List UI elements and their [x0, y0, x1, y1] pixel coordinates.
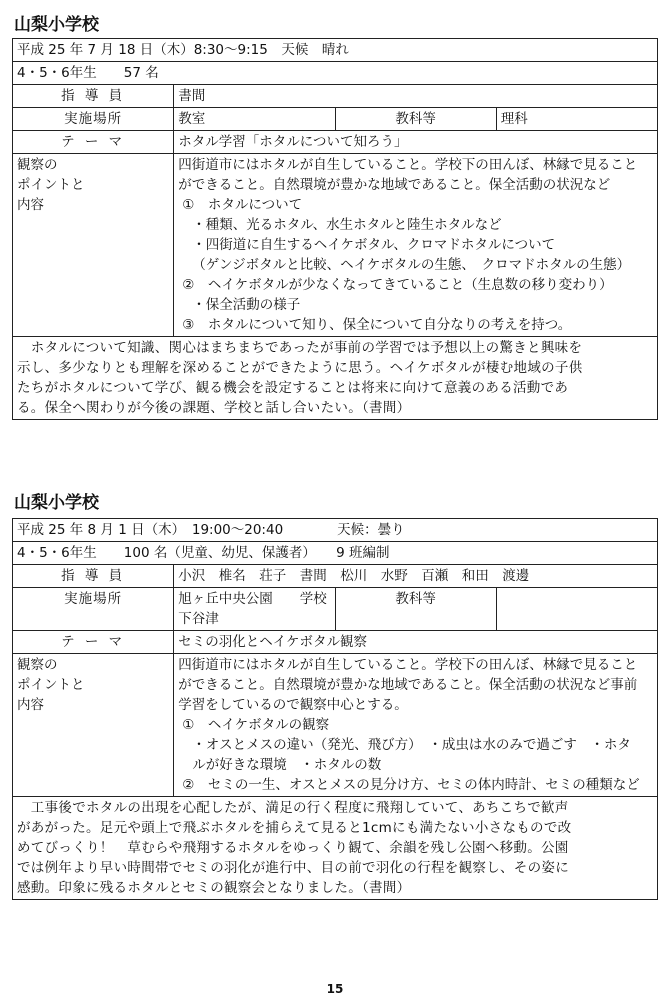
subject-value: 理科	[496, 108, 657, 131]
comment-block	[13, 797, 658, 900]
school-heading-1: 山梨小学校	[14, 15, 99, 35]
points-label: 観察の ポイントと 内容	[13, 654, 174, 797]
points-line: ・保全活動の様子	[192, 297, 301, 313]
points-line: 学習をしているので観察中心とする。	[178, 697, 408, 713]
instructor-label: 指 導 員	[13, 85, 174, 108]
grade-count: 4・5・6年生 100 名（児童、幼児、保護者） 9 班編制	[13, 542, 658, 565]
date-weather: 平成 25 年 8 月 1 日（木） 19:00～20:40 天候：曇り	[13, 519, 658, 542]
place-value: 教室	[174, 108, 335, 131]
comment-line: ホタルについて知識、関心はまちまちであったが事前の学習では予想以上の驚きと興味を	[17, 340, 583, 356]
subject-label: 教科等	[335, 588, 496, 631]
theme-value: セミの羽化とヘイケボタル観察	[174, 631, 658, 654]
points-line: 四街道市にはホタルが自生していること。学校下の田んぼ、林縁で見ること	[178, 657, 638, 673]
points-line: ② セミの一生、オスとメスの見分け方、セミの体内時計、セミの種類など	[182, 777, 640, 793]
points-content	[174, 654, 658, 797]
place-label: 実施場所	[13, 108, 174, 131]
comment-line: があがった。足元や頭上で飛ぶホタルを捕らえて見ると1cmにも満たない小さなもので改	[17, 820, 572, 836]
points-line: ① ホタルについて	[182, 197, 303, 213]
instructor-names: 書間	[174, 85, 658, 108]
report-table-1	[12, 38, 658, 420]
points-line: ・四街道に自生するヘイケボタル、クロマドホタルについて	[192, 237, 556, 253]
theme-value: ホタル学習「ホタルについて知ろう」	[174, 131, 658, 154]
date-weather: 平成 25 年 7 月 18 日（木）8:30～9:15 天候 晴れ	[13, 39, 658, 62]
points-line: ルが好きな環境 ・ホタルの数	[192, 757, 382, 773]
subject-value	[496, 588, 657, 631]
subject-label: 教科等	[335, 108, 496, 131]
points-line: 四街道市にはホタルが自生していること。学校下の田んぼ、林縁で見ること	[178, 157, 638, 173]
theme-label: テ ー マ	[13, 131, 174, 154]
points-label: 観察の ポイントと 内容	[13, 154, 174, 337]
points-line: ・種類、光るホタル、水生ホタルと陸生ホタルなど	[192, 217, 502, 233]
comment-line: では例年より早い時間帯でセミの羽化が進行中、目の前で羽化の行程を観察し、その姿に	[17, 860, 569, 876]
comment-line: めてびっくり！ 草むらや飛翔するホタルをゆっくり観て、余韻を残し公園へ移動。公園	[17, 840, 569, 856]
comment-line: 工事後でホタルの出現を心配したが、満足の行く程度に飛翔していて、あちこちで歓声	[17, 800, 569, 816]
report-table-2	[12, 518, 658, 900]
points-line: ができること。自然環境が豊かな地域であること。保全活動の状況など	[178, 177, 611, 193]
grade-count: 4・5・6年生 57 名	[13, 62, 658, 85]
instructor-label: 指 導 員	[13, 565, 174, 588]
points-line: （ゲンジボタルと比較、ヘイケボタルの生態、 クロマドホタルの生態）	[192, 257, 631, 273]
comment-block	[13, 337, 658, 420]
comment-line: 示し、多少なりとも理解を深めることができたように思う。ヘイケボタルが棲む地域の子供	[17, 360, 583, 376]
place-label: 実施場所	[13, 588, 174, 631]
comment-line: たちがホタルについて学び、観る機会を設定することは将来に向けて意義のある活動であ	[17, 380, 569, 396]
place-value: 旭ヶ丘中央公園 学校下谷津	[174, 588, 335, 631]
points-line: ① ヘイケボタルの観察	[182, 717, 330, 733]
school-heading-2: 山梨小学校	[14, 493, 99, 513]
points-content	[174, 154, 658, 337]
theme-label: テ ー マ	[13, 631, 174, 654]
points-line: ② ヘイケボタルが少なくなってきていること（生息数の移り変わり）	[182, 277, 613, 293]
instructor-names: 小沢 椎名 荘子 書間 松川 水野 百瀬 和田 渡邊	[174, 565, 658, 588]
page-number: 15	[326, 982, 344, 996]
points-line: ③ ホタルについて知り、保全について自分なりの考えを持つ。	[182, 317, 572, 333]
comment-line: る。保全へ関わりが今後の課題、学校と話し合いたい。（書間）	[17, 400, 411, 416]
comment-line: 感動。印象に残るホタルとセミの観察会となりました。（書間）	[17, 880, 411, 896]
points-line: ・オスとメスの違い（発光、飛び方） ・成虫は水のみで過ごす ・ホタ	[192, 737, 631, 753]
points-line: ができること。自然環境が豊かな地域であること。保全活動の状況など事前	[178, 677, 638, 693]
